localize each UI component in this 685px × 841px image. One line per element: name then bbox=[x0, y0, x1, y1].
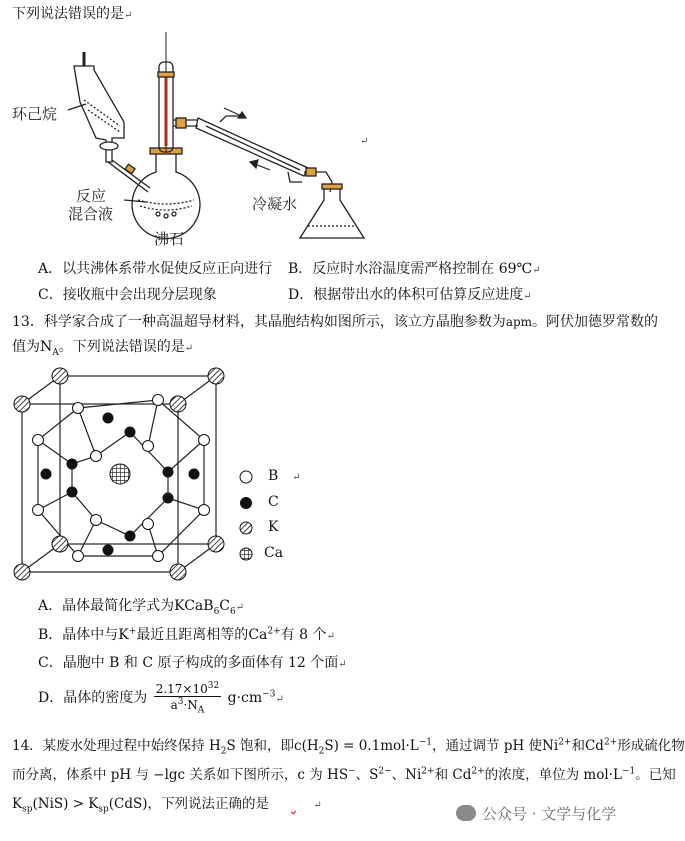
q13-option-d: D．晶体的密度为 $\frac{2.17\times 10^{32}}{a^3\cdot N_A}$ $g\cdot cm^{-3}↵$ bbox=[38, 681, 284, 716]
q13-option-c: C．晶胞中 B 和 C 原子构成的多面体有 12 个面↵ bbox=[38, 655, 347, 671]
q13-stem-line1: 13．科学家合成了一种高温超导材料，其晶胞结构如图所示，该立方晶胞参数为apm。阿伏加德罗常数的 bbox=[12, 314, 659, 330]
wechat-icon bbox=[456, 805, 476, 821]
q13-stem-line2: 值为$N_A$。下列说法错误的是↵ bbox=[12, 339, 194, 358]
wechat-watermark: 公众号 · 文学与化学 bbox=[456, 803, 616, 824]
label-condensed-water: 冷凝水 bbox=[252, 195, 298, 213]
label-boiling-chips: 沸石 bbox=[154, 230, 185, 248]
q13-option-b: B．晶体中与K+最近且距离相等的$Ca^{2+}$有 8 个↵ bbox=[38, 626, 335, 643]
crystal-cell-figure bbox=[8, 360, 240, 588]
q12-option-b: B．反应时水浴温度需严格控制在 69℃↵ bbox=[288, 261, 541, 277]
q12-option-a: A．以共沸体系带水促使反应正向进行 bbox=[38, 261, 273, 277]
legend-k: K bbox=[268, 519, 279, 535]
legend-b: B ↵ bbox=[268, 468, 301, 484]
label-reaction-2: 混合液 bbox=[68, 205, 114, 223]
distillation-apparatus-figure bbox=[0, 22, 380, 254]
q14-line3: $K_{sp}(NiS) > K_{sp}(CdS)$，下列说法正确的是 ↵ bbox=[12, 796, 322, 815]
legend-c: C bbox=[268, 494, 279, 510]
crystal-legend-markers bbox=[236, 466, 256, 566]
q14-line2: 而分离，体系中 pH 与 −lgc 关系如下图所示，c 为 HS−、$S^{2-}$、$Ni^{2+}$和 $Cd^{2+}$的浓度，单位为 $mol\cdot L^{-1}$。已知 bbox=[12, 766, 676, 783]
q13-option-a: A．晶体最简化学式为$KCaB_6C_6↵$ bbox=[38, 598, 245, 617]
paragraph-mark: ↵ bbox=[360, 136, 369, 147]
q12-stem: 下列说法错误的是↵ bbox=[12, 6, 133, 22]
q14-line1: 14．某废水处理过程中始终保持 $H_2S$ 饱和，即$c(H_2S) = 0.1mol\cdot L^{-1}$，通过调节 pH 使$Ni^{2+}$和$Cd^{2+}$形成硫化物 bbox=[12, 737, 685, 757]
q12-option-c: C．接收瓶中会出现分层现象 bbox=[38, 287, 217, 303]
legend-ca: Ca bbox=[264, 545, 284, 561]
density-fraction: $\frac{2.17\times 10^{32}}{a^3\cdot N_A}$ bbox=[155, 681, 220, 716]
label-cyclohexene: 环己烷 bbox=[12, 105, 58, 123]
q12-option-d: D．根据带出水的体积可估算反应进度↵ bbox=[288, 287, 532, 303]
label-reaction-1: 反应 bbox=[76, 187, 107, 205]
